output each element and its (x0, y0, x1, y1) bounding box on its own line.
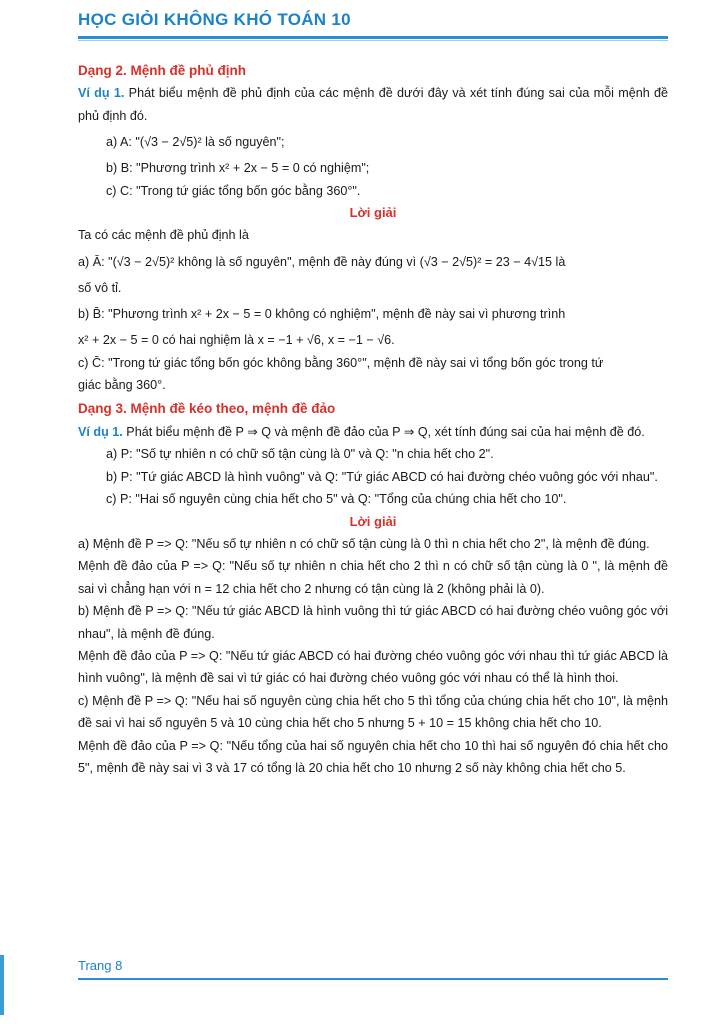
section3-solution-para-2: Mệnh đề đảo của P => Q: "Nếu số tự nhiên n chia hết cho 2 thì n có chữ số tận cùng là 0 ", là mệnh đề sai vì chẳng hạn với n = 12 chia hết cho 2 nhưng có tận cùng là 2 (không phải là 0). (78, 559, 668, 596)
header-title: HỌC GIỎI KHÔNG KHÓ TOÁN 10 (78, 10, 351, 29)
page-header (78, 10, 678, 30)
section2-example-text: Phát biểu mệnh đề phủ định của các mệnh đề dưới đây và xét tính đúng sai của mỗi mệnh đề phủ định đó. (78, 86, 669, 123)
section2-example-label: Ví dụ 1. (78, 86, 125, 101)
header-rule-thin (78, 40, 668, 41)
section2-solution-line-4: x² + 2x − 5 = 0 có hai nghiệm là x = −1 + √6, x = −1 − √6. (78, 333, 395, 348)
section3-solution-para-4: Mệnh đề đảo của P => Q: "Nếu tứ giác ABCD có hai đường chéo vuông góc với nhau thì tứ giác ABCD là hình vuông", là mệnh đề sai vì tứ giác có hai đường chéo vuông góc với nhau có thể là hình thoi. (78, 648, 668, 686)
section2-heading: Dạng 2. Mệnh đề phủ định (78, 63, 246, 78)
section3-item-c: c) P: "Hai số nguyên cùng chia hết cho 5" và Q: "Tổng của chúng chia hết cho 10". (106, 492, 567, 507)
section3-solution-para-6: Mệnh đề đảo của P => Q: "Nếu tổng của hai số nguyên chia hết cho 10 thì hai số nguyên đó chia hết cho 5", mệnh đề này sai vì 3 và 17 có tổng là 20 chia hết cho 10 nhưng 2 số này không chia hết cho 5. (78, 738, 668, 775)
section3-solution-title: Lời giải (349, 513, 397, 529)
section3-heading: Dạng 3. Mệnh đề kéo theo, mệnh đề đảo (78, 401, 336, 417)
page-number: Trang 8 (78, 958, 123, 973)
section2-solution-line-6: giác bằng 360°. (78, 378, 166, 393)
page-edge-marker (0, 955, 4, 1015)
section2-item-b: b) B: "Phương trình x² + 2x − 5 = 0 có nghiệm"; (106, 161, 370, 176)
section2-solution-intro: Ta có các mệnh đề phủ định là (78, 228, 249, 243)
page-content (78, 58, 668, 779)
section2-solution-line-1: a) Ā: "(√3 − 2√5)² không là số nguyên", mệnh đề này đúng vì (√3 − 2√5)² = 23 − 4√15 là (78, 254, 566, 269)
section3-example-label: Ví dụ 1. (78, 424, 123, 439)
section2-item-c: c) C: "Trong tứ giác tổng bốn góc bằng 360°". (106, 183, 361, 198)
section3-solution-para-3: b) Mệnh đề P => Q: "Nếu tứ giác ABCD là hình vuông thì tứ giác ABCD có hai đường chéo vuông góc với nhau", là mệnh đề đúng. (78, 604, 668, 641)
section2-solution-line-5: c) C̄: "Trong tứ giác tổng bốn góc không bằng 360°", mệnh đề này sai vì tổng bốn góc trong tứ (78, 355, 604, 370)
section3-solution-para-1: a) Mệnh đề P => Q: "Nếu số tự nhiên n có chữ số tận cùng là 0 thì n chia hết cho 2", là mệnh đề đúng. (78, 536, 650, 551)
footer-rule (78, 978, 668, 980)
section3-example (78, 421, 668, 443)
section3-solution-para-5: c) Mệnh đề P => Q: "Nếu hai số nguyên cùng chia hết cho 5 thì tổng của chúng chia hết cho 10", là mệnh đề sai vì hai số nguyên 5 và 10 cùng chia hết cho 5 nhưng 5 + 10 = 15 không chia hết cho 10. (78, 693, 668, 731)
header-rule (78, 36, 668, 39)
section2-solution-title: Lời giải (349, 205, 397, 221)
section3-example-text: Phát biểu mệnh đề P ⇒ Q và mệnh đề đảo của P ⇒ Q, xét tính đúng sai của hai mệnh đề đó. (126, 424, 645, 439)
section3-item-b: b) P: "Tứ giác ABCD là hình vuông" và Q: "Tứ giác ABCD có hai đường chéo vuông góc với nhau". (106, 469, 658, 484)
section3-item-a: a) P: "Số tự nhiên n có chữ số tận cùng là 0" và Q: "n chia hết cho 2". (106, 447, 494, 462)
section2-solution-line-3: b) B̄: "Phương trình x² + 2x − 5 = 0 không có nghiệm", mệnh đề này sai vì phương trình (78, 307, 566, 322)
section2-item-a: a) A: "(√3 − 2√5)² là số nguyên"; (106, 135, 285, 150)
section2-solution-line-2: số vô tỉ. (78, 280, 122, 295)
section2-example (78, 82, 668, 127)
